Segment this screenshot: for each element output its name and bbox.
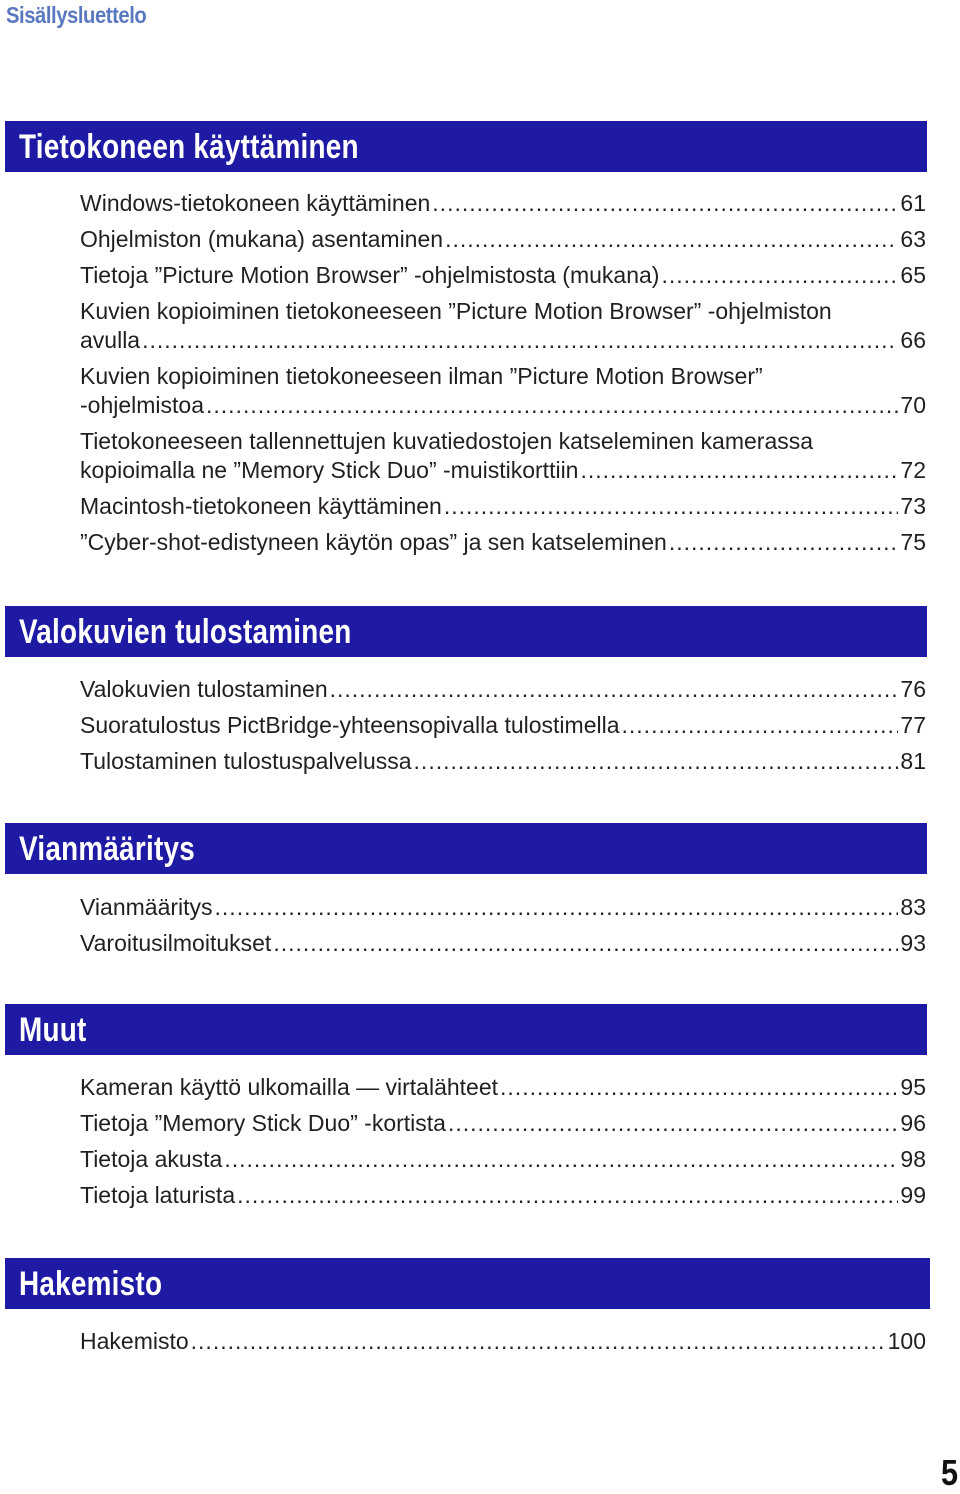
toc-entry[interactable]: Tietoja ”Memory Stick Duo” -kortista ..... 96 bbox=[80, 1109, 926, 1138]
dot-leader bbox=[500, 1073, 898, 1102]
dot-leader bbox=[669, 528, 899, 557]
toc-list-printing bbox=[80, 675, 926, 783]
toc-entry[interactable]: Tietokoneeseen tallennettujen kuvatiedostojen katseleminen kamerassa kopioimalla ne ”Memory Stick Duo” -muistikorttiin ..... 72 bbox=[80, 427, 926, 485]
toc-entry[interactable]: Varoitusilmoitukset ..... 93 bbox=[80, 929, 926, 958]
toc-entry[interactable]: Tietoja laturista ..... 99 bbox=[80, 1181, 926, 1210]
toc-entry[interactable]: Tietoja akusta ..... 98 bbox=[80, 1145, 926, 1174]
page-number: 63 bbox=[900, 226, 926, 252]
toc-entry[interactable]: Kuvien kopioiminen tietokoneeseen ilman ”Picture Motion Browser” -ohjelmistoa ..... 70 bbox=[80, 362, 926, 420]
toc-list-troubleshooting bbox=[80, 893, 926, 965]
section-bar-other bbox=[5, 1004, 927, 1055]
toc-entry[interactable]: Windows-tietokoneen käyttäminen ..... 61 bbox=[80, 189, 926, 218]
dot-leader bbox=[237, 1181, 898, 1210]
page-number: 75 bbox=[900, 529, 926, 555]
dot-leader bbox=[661, 261, 898, 290]
page-number: 96 bbox=[900, 1110, 926, 1136]
toc-list-other bbox=[80, 1073, 926, 1217]
page-number: 70 bbox=[900, 392, 926, 418]
toc-entry[interactable]: ”Cyber-shot-edistyneen käytön opas” ja sen katseleminen ..... 75 bbox=[80, 528, 926, 557]
toc-list-index bbox=[80, 1327, 926, 1363]
page-number: 72 bbox=[900, 457, 926, 483]
toc-entry[interactable]: Vianmääritys ..... 83 bbox=[80, 893, 926, 922]
page-number-footer: 5 bbox=[940, 1452, 958, 1493]
toc-list-computer bbox=[80, 189, 926, 564]
section-title: Muut bbox=[19, 1011, 87, 1049]
toc-entry[interactable]: Macintosh-tietokoneen käyttäminen ..... 73 bbox=[80, 492, 926, 521]
page-number: 83 bbox=[900, 894, 926, 920]
page-number: 93 bbox=[900, 930, 926, 956]
toc-header-link[interactable]: Sisällysluettelo bbox=[6, 2, 147, 28]
dot-leader bbox=[414, 747, 899, 776]
page-number: 81 bbox=[900, 748, 926, 774]
section-bar-troubleshooting bbox=[5, 823, 927, 874]
section-bar-printing bbox=[5, 606, 927, 657]
page-number: 100 bbox=[887, 1328, 926, 1354]
toc-entry[interactable]: Hakemisto ..... 100 bbox=[80, 1327, 926, 1356]
page-number: 95 bbox=[900, 1074, 926, 1100]
dot-leader bbox=[432, 189, 898, 218]
section-title: Hakemisto bbox=[19, 1265, 163, 1303]
dot-leader bbox=[191, 1327, 886, 1356]
toc-entry[interactable]: Valokuvien tulostaminen ..... 76 bbox=[80, 675, 926, 704]
toc-entry[interactable]: Tietoja ”Picture Motion Browser” -ohjelmistosta (mukana) ..... 65 bbox=[80, 261, 926, 290]
dot-leader bbox=[444, 492, 899, 521]
dot-leader bbox=[142, 326, 898, 355]
dot-leader bbox=[273, 929, 898, 958]
section-title: Tietokoneen käyttäminen bbox=[19, 128, 359, 166]
dot-leader bbox=[580, 456, 898, 485]
dot-leader bbox=[224, 1145, 898, 1174]
section-title: Valokuvien tulostaminen bbox=[19, 613, 352, 651]
page-number: 98 bbox=[900, 1146, 926, 1172]
dot-leader bbox=[206, 391, 898, 420]
page-number: 76 bbox=[900, 676, 926, 702]
page-number: 77 bbox=[900, 712, 926, 738]
toc-entry[interactable]: Kameran käyttö ulkomailla — virtalähteet ..... 95 bbox=[80, 1073, 926, 1102]
section-bar-index bbox=[5, 1258, 930, 1309]
page-number: 65 bbox=[900, 262, 926, 288]
toc-entry[interactable]: Suoratulostus PictBridge-yhteensopivalla tulostimella ..... 77 bbox=[80, 711, 926, 740]
section-title: Vianmääritys bbox=[19, 830, 196, 868]
page-number: 66 bbox=[900, 327, 926, 353]
toc-entry[interactable]: Ohjelmiston (mukana) asentaminen ..... 63 bbox=[80, 225, 926, 254]
toc-entry[interactable]: Kuvien kopioiminen tietokoneeseen ”Picture Motion Browser” -ohjelmiston avulla ..... 66 bbox=[80, 297, 926, 355]
dot-leader bbox=[448, 1109, 898, 1138]
toc-entry[interactable]: Tulostaminen tulostuspalvelussa ..... 81 bbox=[80, 747, 926, 776]
dot-leader bbox=[445, 225, 898, 254]
dot-leader bbox=[622, 711, 899, 740]
section-bar-computer bbox=[5, 121, 927, 172]
page-number: 99 bbox=[900, 1182, 926, 1208]
dot-leader bbox=[215, 893, 899, 922]
dot-leader bbox=[330, 675, 899, 704]
page-number: 61 bbox=[900, 190, 926, 216]
page-number: 73 bbox=[900, 493, 926, 519]
